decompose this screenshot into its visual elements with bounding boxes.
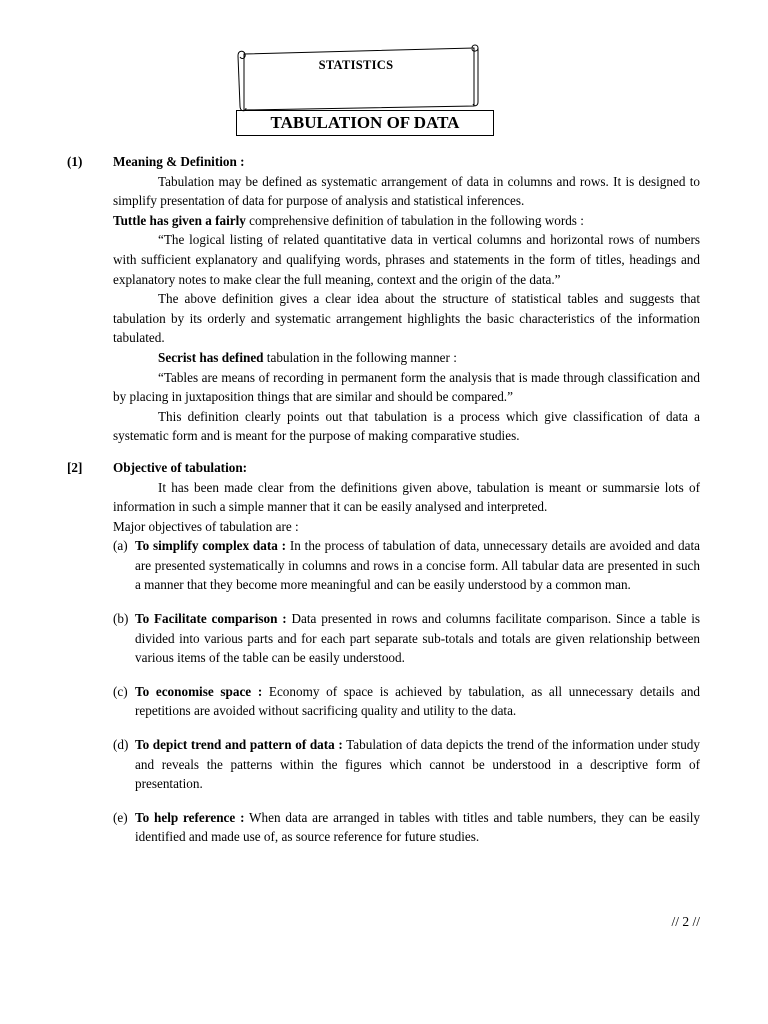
objectives-list bbox=[67, 536, 700, 847]
item-text: Data presented in rows and columns facilitate comparison. Since a table is divided into various parts and for each part separate sub-totals and totals are given relationship between various items of the table can be easily understood. bbox=[135, 611, 700, 666]
list-item bbox=[113, 609, 700, 668]
paragraph: The above definition gives a clear idea about the structure of statistical tables and suggests that tabulation by its orderly and systematic arrangement highlights the basic characteristics of the information tabulated. bbox=[113, 291, 700, 346]
item-letter: (b) bbox=[113, 611, 129, 627]
page-title: TABULATION OF DATA bbox=[236, 110, 494, 136]
item-letter: (a) bbox=[113, 538, 128, 554]
section-1-heading bbox=[67, 152, 700, 172]
document-body bbox=[67, 152, 700, 847]
bold-lead: Secrist has defined bbox=[158, 349, 264, 365]
item-text: Economy of space is achieved by tabulation, as all unnecessary details and repetitions are avoided without sacrificing quality and utility to the data. bbox=[135, 683, 701, 719]
item-heading: To depict trend and pattern of data : bbox=[135, 737, 343, 753]
quote: “The logical listing of related quantitative data in vertical columns and horizontal rows of numbers with sufficient explanatory and qualifying words, phrases and statements in the form of titles, headings and explanatory notes to make clear the full meaning, context and the origin of the data.” bbox=[113, 232, 700, 287]
list-item bbox=[113, 808, 700, 847]
item-heading: To economise space : bbox=[135, 683, 263, 699]
paragraph: This definition clearly points out that tabulation is a process which give classification of data a systematic form and is meant for the purpose of making comparative studies. bbox=[113, 408, 700, 444]
list-item bbox=[113, 682, 700, 721]
item-heading: To help reference : bbox=[135, 809, 245, 825]
paragraph-text: comprehensive definition of tabulation in the following words : bbox=[245, 212, 584, 228]
statistics-scroll-banner bbox=[236, 44, 482, 112]
paragraph bbox=[113, 211, 700, 231]
item-letter: (c) bbox=[113, 683, 128, 699]
list-item bbox=[113, 536, 700, 595]
section-number: [2] bbox=[67, 459, 83, 475]
paragraph: It has been made clear from the definitions given above, tabulation is meant or summarsie lots of information in such a simple manner that it can be easily analysed and interpreted. bbox=[113, 479, 700, 515]
section-number: (1) bbox=[67, 154, 83, 169]
paragraph bbox=[113, 348, 700, 368]
item-letter: (e) bbox=[113, 809, 128, 825]
section-title: Objective of tabulation: bbox=[113, 459, 248, 475]
scroll-icon bbox=[236, 44, 482, 112]
item-heading: To simplify complex data : bbox=[135, 538, 287, 554]
section-2-heading bbox=[67, 458, 700, 478]
page-number: // 2 // bbox=[671, 914, 700, 929]
scroll-label: STATISTICS bbox=[318, 58, 394, 72]
item-heading: To Facilitate comparison : bbox=[135, 611, 287, 627]
paragraph-text: tabulation in the following manner : bbox=[263, 349, 457, 365]
bold-lead: Tuttle has given a fairly bbox=[113, 212, 246, 228]
item-text: Tabulation of data depicts the trend of the information under study and reveals the patterns within the figures which cannot be understood in a descriptive form of presentation. bbox=[135, 737, 700, 792]
item-letter: (d) bbox=[113, 737, 129, 753]
list-item bbox=[113, 735, 700, 794]
item-text: In the process of tabulation of data, unnecessary details are avoided and data are presented systematically in columns and rows in a concise form. All tabular data are presented in such a manner that they become more meaningful and can be easily understood by a common man. bbox=[135, 538, 700, 593]
paragraph: Major objectives of tabulation are : bbox=[113, 518, 299, 534]
section-title: Meaning & Definition : bbox=[113, 154, 245, 169]
paragraph: Tabulation may be defined as systematic arrangement of data in columns and rows. It is designed to simplify presentation of data for purpose of analysis and statistical inferences. bbox=[113, 173, 700, 209]
item-text: When data are arranged in tables with titles and table numbers, they can be easily identified and made use of, as source reference for future studies. bbox=[135, 809, 700, 845]
quote: “Tables are means of recording in permanent form the analysis that is made through classification and by placing in juxtaposition things that are similar and should be compared.” bbox=[113, 369, 700, 405]
